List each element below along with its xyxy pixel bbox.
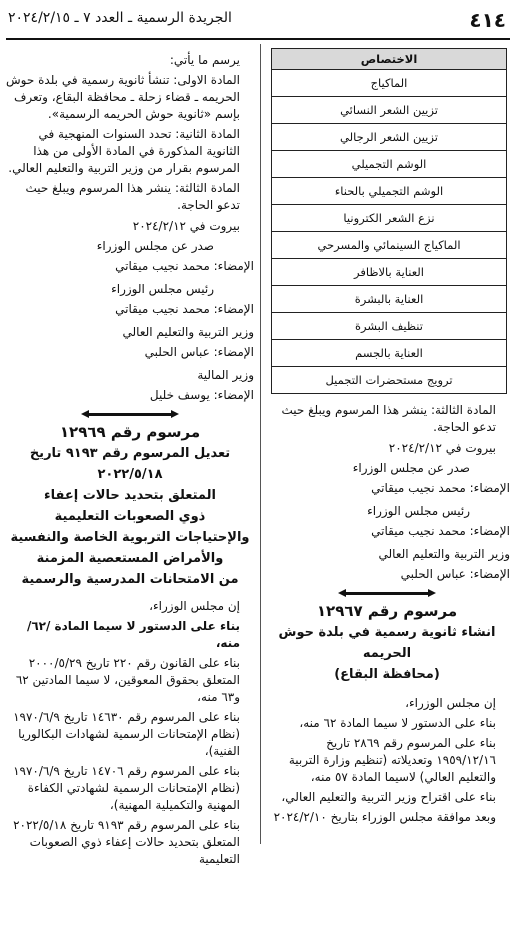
table-header: الاختصاص <box>272 49 507 70</box>
specialization-table <box>271 48 507 394</box>
minister-title: وزير التربية والتعليم العالي <box>378 547 510 561</box>
decree-title: ذوي الصعوبات التعليمية <box>54 509 206 524</box>
issued-by: صدر عن مجلس الوزراء <box>352 461 470 475</box>
section-ornament <box>264 587 510 599</box>
article-three: المادة الثالثة: ينشر هذا المرسوم ويبلغ حيث تدعو الحاجة. <box>25 181 240 212</box>
signature-line: الإمضاء: محمد نجيب ميقاتي <box>371 524 510 538</box>
signature-line: الإمضاء: يوسف خليل <box>149 388 254 402</box>
table-cell: تزيين الشعر الرجالي <box>272 124 507 151</box>
paragraph: بناء على القانون رقم ٢٢٠ تاريخ ٢٠٠٠/٥/٢٩ المتعلق بحقوق المعوقين، لا سيما المادتين ٦٢ و٦٣ منه، <box>15 656 240 704</box>
prime-minister-title: رئيس مجلس الوزراء <box>111 282 214 296</box>
signature-line: الإمضاء: محمد نجيب ميقاتي <box>371 481 510 495</box>
article-two: المادة الثانية: تحدد السنوات المنهجية في الثانوية المذكورة في المادة الأولى من هذا المرسوم بقرار من وزير التربية والتعليم العالي. <box>8 127 240 175</box>
page-number: ٤١٤ <box>469 8 506 32</box>
section-ornament <box>6 408 254 420</box>
decree-title: والإحتياجات التربوية الخاصة والنفسية <box>10 530 250 545</box>
paragraph: بناء على المرسوم رقم ١٤٧٠٦ تاريخ ١٩٧٠/٦/٩ (نظام الإمتحانات الرسمية لشهادتي الكفاءة المهنية والتكميلية المهنية)، <box>13 764 240 812</box>
table-cell: نزع الشعر الكترونيا <box>272 205 507 232</box>
table-cell: العناية بالجسم <box>272 340 507 367</box>
article-one: المادة الاولى: تنشأ ثانوية رسمية في بلدة حوش الحريمه ـ قضاء زحلة ـ محافظة البقاع، وتعرف بإسم «ثانوية حوش الحريمه الرسمية». <box>6 73 240 121</box>
header-rule <box>6 38 510 40</box>
finance-minister-title: وزير المالية <box>197 368 254 382</box>
left-column <box>6 52 254 871</box>
signature-line: الإمضاء: عباس الحلبي <box>144 345 254 359</box>
paragraph: بناء على المرسوم رقم ١٤٦٣٠ تاريخ ١٩٧٠/٦/٩ (نظام الإمتحانات الرسمية لشهادات البكالوريا الفنية)، <box>13 710 240 758</box>
issued-by: صدر عن مجلس الوزراء <box>96 239 214 253</box>
paragraph: بناء على المرسوم رقم ٢٨٦٩ تاريخ ١٩٥٩/١٢/١٦ وتعديلاته (تنظيم وزارة التربية والتعليم العالي) لاسيما المادة ٥٧ منه، <box>288 736 496 784</box>
table-row <box>272 205 507 232</box>
signature-line: الإمضاء: عباس الحلبي <box>400 567 510 581</box>
right-column <box>264 48 510 829</box>
table-row <box>272 286 507 313</box>
table-row <box>272 313 507 340</box>
table-cell: الوشم التجميلي بالحناء <box>272 178 507 205</box>
decree-title: المتعلق بتحديد حالات إعفاء <box>44 488 216 503</box>
table-cell: العناية بالاظافر <box>272 259 507 286</box>
place-date: بيروت في ٢٠٢٤/٢/١٢ <box>388 441 496 455</box>
table-cell: تنظيف البشرة <box>272 313 507 340</box>
paragraph: بناء على اقتراح وزير التربية والتعليم العالي، <box>281 790 496 804</box>
table-cell: الوشم التجميلي <box>272 151 507 178</box>
paragraph: بناء على الدستور لا سيما المادة ٦٢ منه، <box>299 716 496 730</box>
paragraph: إن مجلس الوزراء، <box>149 599 240 613</box>
table-cell: الماكياج السينمائي والمسرحي <box>272 232 507 259</box>
gazette-title: الجريدة الرسمية ـ العدد ٧ ـ ٢٠٢٤/٢/١٥ <box>8 10 232 26</box>
table-row <box>272 151 507 178</box>
intro-line: يرسم ما يأتي: <box>169 53 240 67</box>
decree-number: مرسوم رقم ١٢٩٦٧ <box>316 602 458 620</box>
table-row <box>272 232 507 259</box>
decree-title: (محافظة البقاع) <box>334 667 440 682</box>
table-row <box>272 97 507 124</box>
minister-title: وزير التربية والتعليم العالي <box>122 325 254 339</box>
table-cell: تزيين الشعر النسائي <box>272 97 507 124</box>
signature-line: الإمضاء: محمد نجيب ميقاتي <box>115 302 254 316</box>
signature-line: الإمضاء: محمد نجيب ميقاتي <box>115 259 254 273</box>
table-row <box>272 340 507 367</box>
paragraph: بناء على المرسوم رقم ٩١٩٣ تاريخ ٢٠٢٢/٥/١٨ المتعلق بتحديد حالات إعفاء ذوي الصعوبات التعليمية <box>13 818 240 866</box>
decree-title: من الامتحانات المدرسية والرسمية <box>21 572 239 587</box>
article-three: المادة الثالثة: ينشر هذا المرسوم ويبلغ حيث تدعو الحاجة. <box>281 403 496 434</box>
paragraph: إن مجلس الوزراء، <box>405 696 496 710</box>
paragraph: بناء على الدستور لا سيما المادة /٦٢/ منه، <box>26 619 240 650</box>
table-row <box>272 367 507 394</box>
decree-title: والأمراض المستعصية المزمنة <box>36 551 224 566</box>
table-row <box>272 70 507 97</box>
column-divider <box>260 44 261 844</box>
decree-title: تعديل المرسوم رقم ٩١٩٣ تاريخ ٢٠٢٢/٥/١٨ <box>29 446 231 482</box>
table-cell: العناية بالبشرة <box>272 286 507 313</box>
decree-number: مرسوم رقم ١٢٩٦٩ <box>59 423 201 441</box>
table-row <box>272 178 507 205</box>
paragraph: وبعد موافقة مجلس الوزراء بتاريخ ٢٠٢٤/٢/١٠ <box>273 810 496 824</box>
table-row <box>272 259 507 286</box>
page-header <box>0 0 516 40</box>
place-date: بيروت في ٢٠٢٤/٢/١٢ <box>132 219 240 233</box>
table-cell: ترويج مستحضرات التجميل <box>272 367 507 394</box>
decree-title: انشاء ثانوية رسمية في بلدة حوش الحريمه <box>278 625 496 661</box>
prime-minister-title: رئيس مجلس الوزراء <box>367 504 470 518</box>
table-row <box>272 124 507 151</box>
table-cell: الماكياج <box>272 70 507 97</box>
